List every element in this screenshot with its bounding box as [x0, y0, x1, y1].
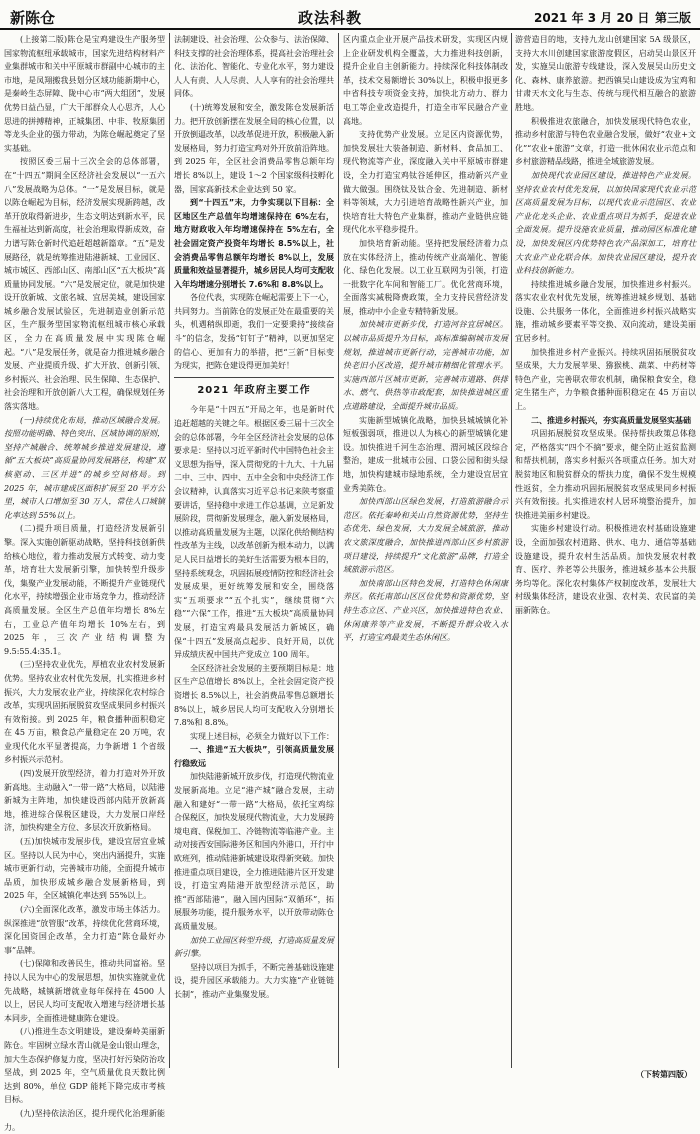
paragraph: 巩固拓展脱贫攻坚成果。保持帮扶政策总体稳定，严格落实“四个不摘”要求，健全防止返贫监测和帮扶机制，落实乡村振兴各项重点任务。加大对脱贫地区和脱贫群众的帮扶力度，确保不发生规模性返贫，全力推动巩固拓展脱贫攻坚成果同乡村振兴有效衔接。扎实推进农村人居环境整治提升，加快推进美丽乡村建设。	[515, 429, 696, 520]
section-name: 政法科教	[298, 9, 363, 27]
section-subhead: 一、推进“五大板块”，引领高质量发展行稳致远	[174, 745, 334, 768]
paragraph: 游营造目的地，支持九龙山创建国家 5A 级景区，支持大水川创建国家旅游度假区，启动吴山景区开发，实施吴山旅游专线建设，深入发展吴山历史文化、森林、康养旅游。把西镇吴山建设成为宝鸡和甘肃天水文化与生态、传统与现代相互融合的旅游胜地。	[515, 35, 696, 112]
paragraph: 坚持以项目为抓手，不断完善基础设施建设，提升园区承载能力。大力实施“产业链链长制”，推动产业集聚发展。	[174, 962, 334, 999]
paragraph: 法制建设、社会治理、公众参与、法治保障、科技支撑的社会治理体系，提高社会治理社会化、法治化、智能化、专业化水平，努力建设人人有责、人人尽责、人人享有的社会治理共同体。	[174, 35, 334, 99]
text-column-2	[174, 33, 334, 1068]
paragraph: (二)提升项目质量，打造经济发展新引擎。深入实施创新驱动战略，坚持科技创新供给核心地位，着力推动发展方式转变、动力变革，培育壮大发展新引擎，加快转型升级步伐，集聚产业发展动能，不断提升产业链现代化水平，持续增强企业市场竞争力，推动经济高质量发展。全区生产总值年均增长 8%左右，工业总产值年均增长 10%左右，到 2025 年，三次产业结构调整为 9.5:55.4:35.1。	[4, 524, 165, 656]
paragraph: (八)推进生态文明建设，建设秦岭美丽新陈仓。牢固树立绿水青山就是金山银山理念，加大生态保护修复力度，坚决打好污染防治攻坚战，到 2025 年，空气质量优良天数比例达到 80%，单位 GDP 能耗下降完成市考核目标。	[4, 1027, 165, 1105]
paragraph: 各位代表，实现陈仓崛起需要上下一心，共同努力。当前陈仓的发展正处在最重要的关头，机遇稍纵即逝，我们一定要秉持“接续奋斗”的信念，发扬“钉钉子”精神，以更加坚定的信心、更加有力的举措，把“三新”目标变为现实，把陈仓建设得更加美好！	[174, 293, 334, 371]
issue-date: 2021 年 3 月 20 日	[534, 11, 650, 25]
paragraph: (六)全面深化改革，激发市场主体活力。纵深推进“放管服”改革，持续优化营商环境，深化国资国企改革，全力打造“陈仓最好办事”品牌。	[4, 905, 165, 955]
paragraph: 支持优势产业发展。立足区内资源优势，加快发展壮大装备制造、新材料、食品加工、现代物流等产业，深度融入关中平原城市群建设，全力打造宝鸡钛谷延伸区，推动新兴产业做大做强。围绕钛及钛合金、先进制造、新材料等领域，大力引进培育战略性新兴产业，加快培育壮大特色产业集群，推动产业链供应链现代化水平稳步提升。	[343, 130, 508, 235]
paragraph: (九)坚持依法治区，提升现代化治理新能力。	[4, 1108, 165, 1132]
text-column-1	[4, 33, 165, 1132]
paragraph: 实现上述目标，必须全力做好以下工作：	[190, 731, 334, 741]
text-column-4	[515, 33, 696, 1068]
paper-name: 新陈仓	[10, 9, 56, 27]
paragraph: (五)加快城市发展步伐，建设宜居宜业城区。坚持以人民为中心，突出内涵提升，实施城市更新行动，完善城市功能，全面提升城市品质，加快形成城乡融合发展新格局，到 2025 年，全区城镇化率达到 55%以上。	[4, 837, 165, 901]
column-divider	[169, 33, 170, 1068]
paragraph: 加快推进乡村产业振兴。持续巩固拓展脱贫攻坚成果，大力发展苹果、猕猴桃、蔬菜、中药材等特色产业，完善联农带农机制，确保粮食安全，稳定生猪生产，力争粮食播种面积稳定在 45 万亩以上。	[515, 347, 696, 412]
paragraph: 持续推进城乡融合发展，加快推进乡村振兴。落实农业农村优先发展，统筹推进城乡规划、基础设施、公共服务一体化，全面推进乡村振兴战略实施，推动城乡要素平等交换、双向流动，建设美丽宜居乡村。	[515, 279, 696, 344]
paragraph: 积极推进农旅融合，加快发展现代特色农业，推动乡村旅游与特色农业融合发展，做好“农业+文化”“农业+旅游”文章，打造一批休闲农业示范点和乡村旅游精品线路，推进全域旅游发展。	[515, 116, 696, 167]
paragraph: 加快工业园区转型升级，打造高质量发展新引擎。	[174, 935, 334, 959]
paragraph-emphasis: 到“十四五”末，力争实现以下目标：全区地区生产总值年均增速保持在 6%左右，地方财政收入年均增速保持在 5%左右，全社会固定资产投资年均增长 8.5%以上，社会消费品零售总额年均增长 8%以上，发展质量和效益显著提升，城乡居民人均可支配收入年均增速分别增长 7.6%和 8.8%以上。	[174, 198, 334, 289]
paragraph: 实施新型城镇化战略，加快县城城镇化补短板强弱项，推进以人为核心的新型城镇化建设。加快推进千河生态治理、渭河城区段综合整治，建成一批城市公园、口袋公园和街头绿地，加快构建城市绿地系统，全力建设宜居宜业秀美陈仓。	[343, 415, 508, 493]
paragraph: 按照区委三届十三次全会的总体部署，在“十四五”期间全区经济社会发展以“一五六八”发展战略为总体。“一”是发展目标，就是以陈仓崛起为目标，经济发展实现新跨越，改革开放取得新进步，生态文明达到新水平，民生福祉达到新高度，社会治理取得新成效，奋力谱写陈仓新时代追赶超越新篇章。“五”是发展路径，就是统筹推进陆港新城、工业园区、城市城区、西部山区、南部山区“五大板块”高质量协同发展。“六”是发展定位，就是加快建设开放新城、文旅名城、宜居美城，建设国家城乡融合发展试验区，先进制造业创新示范区，生产服务型国家物流枢纽城市核心承载区，全力在高质量发展中实现陈仓崛起。“八”是发展任务，就是奋力推进城乡融合发展、产业提质升级、扩大开放、创新引领、乡村振兴、社会治理、民生保障、生态保护、社会治理和开放创新八大工程，确保规划任务落实落地。	[4, 157, 165, 412]
paragraph: 实施乡村建设行动。积极推进农村基础设施建设，全面加强农村道路、供水、电力、通信等基础设施建设，提升农村生活品质。加快发展农村教育、医疗、养老等公共服务，推进城乡基本公共服务均等化。深化农村集体产权制度改革，发展壮大村级集体经济，建设农业强、农村美、农民富的美丽新陈仓。	[515, 524, 696, 615]
paragraph: 加快现代农业园区建设，推进特色产业发展。坚持农业农村优先发展，以加快国家现代农业示范区高质量发展为目标，以现代农业示范园区、农业产业化龙头企业、农业重点项目为抓手，促进农业全面发展。提升设施农业质量，推动园区标准化建设，加快发展区内优势特色农产品深加工，培育壮大农业产业化联合体。加快农业园区建设，提升农业科技创新能力。	[515, 170, 696, 276]
continued-note: （下转第四版）	[636, 1070, 692, 1079]
paragraph: (上接第二版)陈仓是宝鸡建设生产服务型国家物流枢纽承载城市，国家先进结构材料产业集群城市和关中平原城市群副中心城市的主市地，是凤翔搬我县划分区域功能新期中心，是秦岭生态屏障、陇中心市“两大组团”，发展优势日益凸显，广大干部群众人心思齐，人心思进的拼搏精神，正城集团、中非、牧原集团等龙头企业的强力带动，为陈仓崛起奠定了坚实基础。	[4, 35, 165, 153]
column-divider	[338, 33, 339, 1068]
paragraph: 区内重点企业开展产品技术研发，实现区内规上企业研发机构全覆盖，大力推进科技创新，提升企业自主创新能力。持续深化科技体制改革，技术交易额增长 30%以上，积极申报更多中省科技专项资金支持，加快北方动力、群力电工等企业改造提升，打造全市军民融合产业高地。	[343, 35, 508, 126]
article-title: 2021 年政府主要工作	[197, 384, 311, 396]
paragraph: (十)统筹发展和安全，激发陈仓发展新活力。把开放创新摆在发展全局的核心位置，以开放倒逼改革，以改革促进开放，积极融入新发展格局，努力打造宝鸡对外开放前沿阵地。到 2025 年，全区社会消费品零售总额年均增长 8%以上，建设 1～2 个国家级科技孵化器，国家高新技术企业达到 50 家。	[174, 102, 334, 194]
paragraph: (七)保障和改善民生，推动共同富裕。坚持以人民为中心的发展思想，加快实施就业优先战略，城镇新增就业每年保持在 4500 人以上，居民人均可支配收入增速与经济增长基本同步，全面推进健康陈仓建设。	[4, 959, 165, 1023]
paragraph: 加快培育新动能。坚持把发展经济着力点放在实体经济上，推动传统产业高端化、智能化、绿色化发展。以工业互联网为引领，打造一批数字化车间和智能工厂。优化营商环境，全面落实减税降费政策，全力支持民营经济发展，推动中小企业专精特新发展。	[343, 238, 508, 316]
paragraph: 加快陆港新城开放步伐，打造现代物流业发展新高地。立足“港产城”融合发展，主动融入和建好“一带一路”大格局，依托宝鸡综合保税区，加快发展现代物流业，大力发展跨境电商、保税加工、冷链物流等临港产业。主动对接西安国际港务区和国内外港口，开行中欧班列，推动陆港新城建设取得新突破。加快推进重点项目建设，全力推进陆港片区开发建设，打造宝鸡陆港开放型经济示范区，助推“西部陆港”，融入国内国际“双循环”，拓展服务功能，提升服务水平，以开放带动陈仓高质量发展。	[174, 772, 334, 931]
section-subhead: 二、推进乡村振兴，夯实高质量发展坚实基础	[531, 415, 691, 425]
paragraph: 全区经济社会发展的主要预期目标是：地区生产总值增长 8%以上，全社会固定资产投资增长 8.5%以上，社会消费品零售总额增长 8%以上，城乡居民人均可支配收入分别增长 7.8%和 8.8%。	[174, 663, 334, 728]
page-number: 第三版	[655, 11, 692, 25]
masthead-rule	[0, 28, 700, 30]
paragraph: (三)坚持农业优先，厚植农业农村发展新优势。坚持农业农村优先发展，扎实推进乡村振兴，大力发展农业产业，持续深化农村综合改革，实现巩固拓展脱贫攻坚成果同乡村振兴有效衔接。到 2025 年，粮食播种面积稳定在 45 万亩，粮食总产量稳定在 20 万吨，农业现代化水平显著提高，力争新增 1 个省级乡村振兴示范村。	[4, 660, 165, 765]
paragraph: 加快西部山区绿色发展，打造旅游融合示范区。依托秦岭和关山自然资源优势，坚持生态优先、绿色发展，大力发展全域旅游，推动农文旅深度融合，加快推进西部山区乡村旅游项目建设，持续提升“文化旅游”品牌，打造全域旅游示范区。	[343, 497, 508, 575]
article-divider	[174, 377, 334, 378]
paragraph: (四)发展开放型经济，着力打造对外开放新高地。主动融入“一带一路”大格局，以陆港新城为主阵地，加快建设西部内陆开放新高地，推进综合保税区建设，大力发展口岸经济，加快构建全方位、多层次开放新格局。	[4, 769, 165, 833]
paragraph: (一)持续优化布局，推动区域融合发展。按照功能明确、特色突出、区域协调的原则，坚持产城融合、统筹城乡推进发展建设，遵循“五大板块”高质量协同发展路径，构建“双核驱动、三区并进”的城乡空间格局。到 2025 年，城市建成区面积扩展至 20 平方公里，城市人口增加至 30 万人，常住人口城镇化率达到 55%以上。	[4, 415, 165, 520]
paragraph: 加快南部山区特色发展，打造特色休闲康养区。依托南部山区区位优势和资源优势，坚持生态立区、产业兴区，加快推进特色农业、休闲康养等产业发展，不断提升群众收入水平，打造宝鸡最美生态休闲区。	[343, 578, 508, 643]
paragraph: 加快城市更新步伐，打造河谷宜居城区。以城市品质提升为目标，高标准编制城市发展规划，推进城市更新行动，完善城市功能，加快老旧小区改造，提升城市精细化管理水平。实施西部片区城市更新，完善城市道路、供排水、燃气、供热等市政配套，加快推进城区重点道路建设，全面提升城市品质。	[343, 320, 508, 412]
column-divider	[511, 33, 512, 1068]
text-column-3	[343, 33, 508, 1068]
paragraph: 今年是“十四五”开局之年，也是新时代追赶超越的关键之年。根据区委三届十三次全会的总体部署，今年全区经济社会发展的总体要求是：坚持以习近平新时代中国特色社会主义思想为指导，深入贯彻党的十九大、十九届二中、三中、四中、五中全会和中央经济工作会议精神，认真落实习近平总书记来陕考察重要讲话，坚持稳中求进工作总基调，立足新发展阶段，贯彻新发展理念，融入新发展格局，以推动高质量发展为主题，以深化供给侧结构性改革为主线，以改革创新为根本动力，以满足人民日益增长的美好生活需要为根本目的，坚持系统观念，巩固拓展疫情防控和经济社会发展成果，更好统筹发展和安全，围绕落实“五项要求”“五个扎实”，继续贯彻“六稳”“六保”工作，推进“五大板块”高质量协同发展，打造宝鸡最具发展活力新城区，确保“十四五”发展高点起步、良好开局，以优异成绩庆祝中国共产党成立 100 周年。	[174, 405, 334, 660]
